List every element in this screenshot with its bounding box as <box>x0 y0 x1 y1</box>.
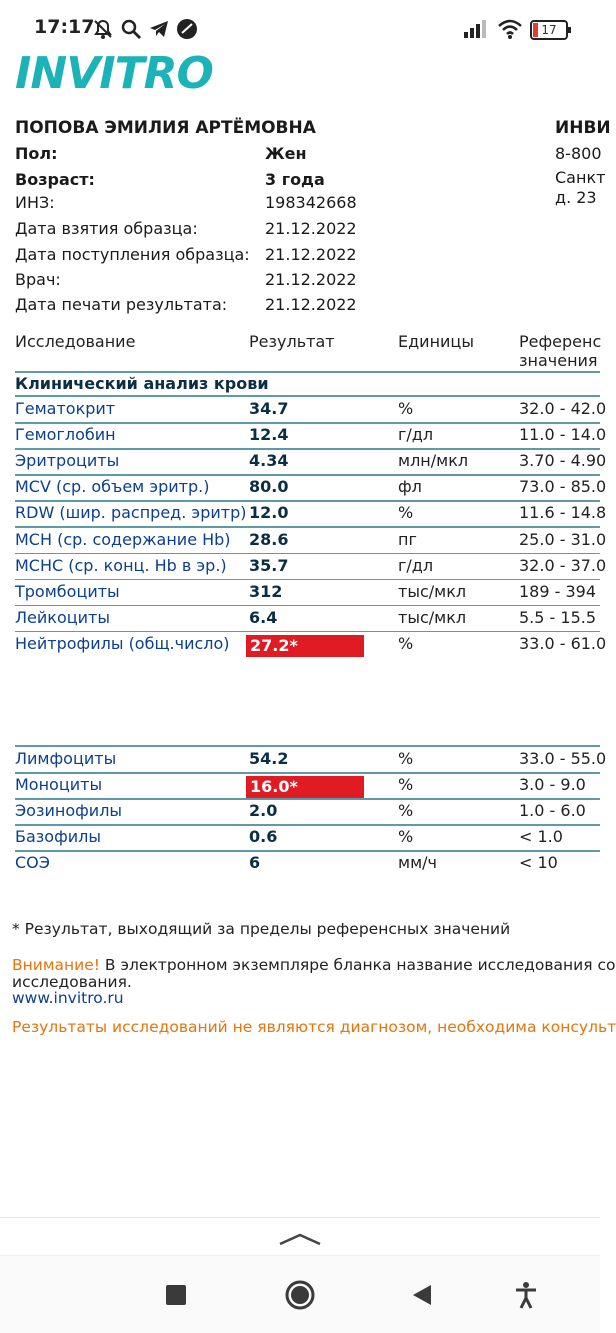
unit: % <box>398 503 414 523</box>
divider <box>15 631 600 633</box>
home-button-icon[interactable] <box>284 1279 316 1311</box>
reference-range: 33.0 - 55.0 <box>519 749 607 768</box>
field-value-print-date: 21.12.2022 <box>265 295 357 314</box>
divider <box>15 474 600 476</box>
reference-range: 1.0 - 6.0 <box>519 801 586 820</box>
app-notification-icon <box>176 18 198 40</box>
reference-range: < 10 <box>519 853 558 872</box>
unit: % <box>398 399 414 418</box>
divider <box>15 824 600 826</box>
result-value-flagged: 27.2* <box>246 635 364 657</box>
reference-range: 3.0 - 9.0 <box>519 775 586 794</box>
table-row <box>0 853 600 879</box>
field-value-sample-received: 21.12.2022 <box>265 245 357 264</box>
lab-city: Санкт <box>555 168 606 187</box>
bottom-sheet-handle[interactable] <box>0 1217 600 1256</box>
field-value-inz: 198342668 <box>265 193 357 212</box>
header-units: Единицы <box>398 332 474 351</box>
divider <box>15 448 600 450</box>
reference-range: 5.5 - 15.5 <box>519 607 597 627</box>
unit: мм/ч <box>398 853 437 872</box>
recents-button-icon[interactable] <box>165 1284 187 1306</box>
test-name: Гемоглобин <box>15 425 116 445</box>
test-name: MCV (ср. объем эритр.) <box>15 477 210 497</box>
result-value-flagged: 16.0* <box>246 776 364 798</box>
test-name: Базофилы <box>15 827 102 846</box>
telegram-icon <box>148 18 170 40</box>
field-label-print-date: Дата печати результата: <box>15 295 228 314</box>
test-name: MCHC (ср. конц. Hb в эр.) <box>15 555 227 575</box>
unit: % <box>398 749 414 768</box>
section-title: Клинический анализ крови <box>15 374 269 393</box>
divider <box>15 526 600 528</box>
field-label-sample-taken: Дата взятия образца: <box>15 219 198 238</box>
divider <box>15 500 600 502</box>
field-label-doctor: Врач: <box>15 270 61 289</box>
unit: фл <box>398 477 422 497</box>
field-value-doctor: 21.12.2022 <box>265 270 357 289</box>
field-value-age: 3 года <box>265 170 325 189</box>
result-value: 54.2 <box>249 749 289 768</box>
result-value: 80.0 <box>249 477 289 497</box>
result-value: 0.6 <box>249 827 278 846</box>
unit: % <box>398 775 414 794</box>
divider <box>15 605 600 607</box>
test-name: RDW (шир. распред. эритр) <box>15 503 247 523</box>
table-row <box>0 633 607 660</box>
header-test: Исследование <box>15 332 136 351</box>
search-icon <box>120 18 142 40</box>
result-value: 12.0 <box>249 503 289 523</box>
lab-name: ИНВИ <box>555 118 611 138</box>
test-name: СОЭ <box>15 853 50 872</box>
reference-range: < 1.0 <box>519 827 563 846</box>
field-label-age: Возраст: <box>15 170 95 189</box>
disclaimer: Результаты исследований не являются диагнозом, необходима консульт <box>12 1018 616 1036</box>
reference-range: 32.0 - 42.0 <box>519 399 607 418</box>
reference-range: 11.6 - 14.8 <box>519 503 607 523</box>
bell-off-icon <box>92 18 114 40</box>
invitro-logo: INVITRO <box>15 48 213 99</box>
reference-range: 3.70 - 4.90 <box>519 451 607 471</box>
field-label-inz: ИНЗ: <box>15 193 55 212</box>
chevron-up-icon[interactable] <box>278 1232 322 1246</box>
back-button-icon[interactable] <box>411 1283 433 1307</box>
unit: % <box>398 801 414 820</box>
attention-note <box>12 956 615 974</box>
test-name: Гематокрит <box>15 399 116 418</box>
system-nav-bar <box>0 1255 600 1333</box>
footnote: * Результат, выходящий за пределы референсных значений <box>12 920 511 938</box>
reference-range: 33.0 - 61.0 <box>519 633 607 653</box>
reference-range: 11.0 - 14.0 <box>519 425 607 445</box>
unit: % <box>398 827 414 846</box>
test-name: Моноциты <box>15 775 103 794</box>
lab-address: д. 23 <box>555 188 597 207</box>
divider <box>15 745 600 747</box>
result-value: 12.4 <box>249 425 289 445</box>
battery-level: 17 <box>541 23 557 37</box>
attention-text-2: исследования. <box>12 973 132 991</box>
reference-range: 189 - 394 <box>519 581 597 601</box>
result-value: 312 <box>249 581 283 601</box>
result-value: 4.34 <box>249 451 289 471</box>
unit: г/дл <box>398 425 434 445</box>
reference-range: 32.0 - 37.0 <box>519 555 607 575</box>
lab-phone: 8-800 <box>555 144 602 163</box>
test-name: MCH (ср. содержание Hb) <box>15 529 231 549</box>
result-value: 2.0 <box>249 801 278 820</box>
divider <box>15 772 600 774</box>
divider <box>15 422 600 424</box>
unit: тыс/мкл <box>398 581 467 601</box>
result-value: 35.7 <box>249 555 289 575</box>
patient-name: ПОПОВА ЭМИЛИЯ АРТЁМОВНА <box>15 118 316 138</box>
wifi-icon <box>497 18 523 40</box>
attention-text: В электронном экземпляре бланка название исследования со <box>100 956 616 974</box>
unit: тыс/мкл <box>398 607 467 627</box>
header-result: Результат <box>249 332 335 351</box>
website-link[interactable]: www.invitro.ru <box>12 989 124 1007</box>
header-reference: Референс <box>519 332 602 351</box>
signal-icon <box>462 18 490 40</box>
unit: млн/мкл <box>398 451 469 471</box>
unit: пг <box>398 529 417 549</box>
divider <box>15 579 600 581</box>
divider <box>15 371 600 373</box>
divider <box>15 850 600 852</box>
result-value: 28.6 <box>249 529 289 549</box>
unit: % <box>398 633 414 653</box>
test-name: Эозинофилы <box>15 801 123 820</box>
unit: г/дл <box>398 555 434 575</box>
reference-range: 73.0 - 85.0 <box>519 477 607 497</box>
field-label-sex: Пол: <box>15 144 58 163</box>
test-name: Лимфоциты <box>15 749 117 768</box>
test-name: Лейкоциты <box>15 607 110 627</box>
test-name: Тромбоциты <box>15 581 120 601</box>
header-reference-line2: значения <box>519 351 598 370</box>
test-name: Эритроциты <box>15 451 120 471</box>
accessibility-icon[interactable] <box>514 1281 538 1309</box>
attention-label: Внимание! <box>12 956 100 974</box>
result-value: 34.7 <box>249 399 289 418</box>
test-name: Нейтрофилы (общ.число) <box>15 633 230 653</box>
field-value-sample-taken: 21.12.2022 <box>265 219 357 238</box>
field-label-sample-received: Дата поступления образца: <box>15 245 250 264</box>
battery-icon <box>530 20 568 40</box>
divider <box>15 553 600 555</box>
divider <box>15 395 600 397</box>
field-value-sex: Жен <box>265 144 307 163</box>
divider <box>15 798 600 800</box>
result-value: 6.4 <box>249 607 278 627</box>
reference-range: 25.0 - 31.0 <box>519 529 607 549</box>
result-value: 6 <box>249 853 261 872</box>
clock: 17:17 <box>34 16 95 38</box>
